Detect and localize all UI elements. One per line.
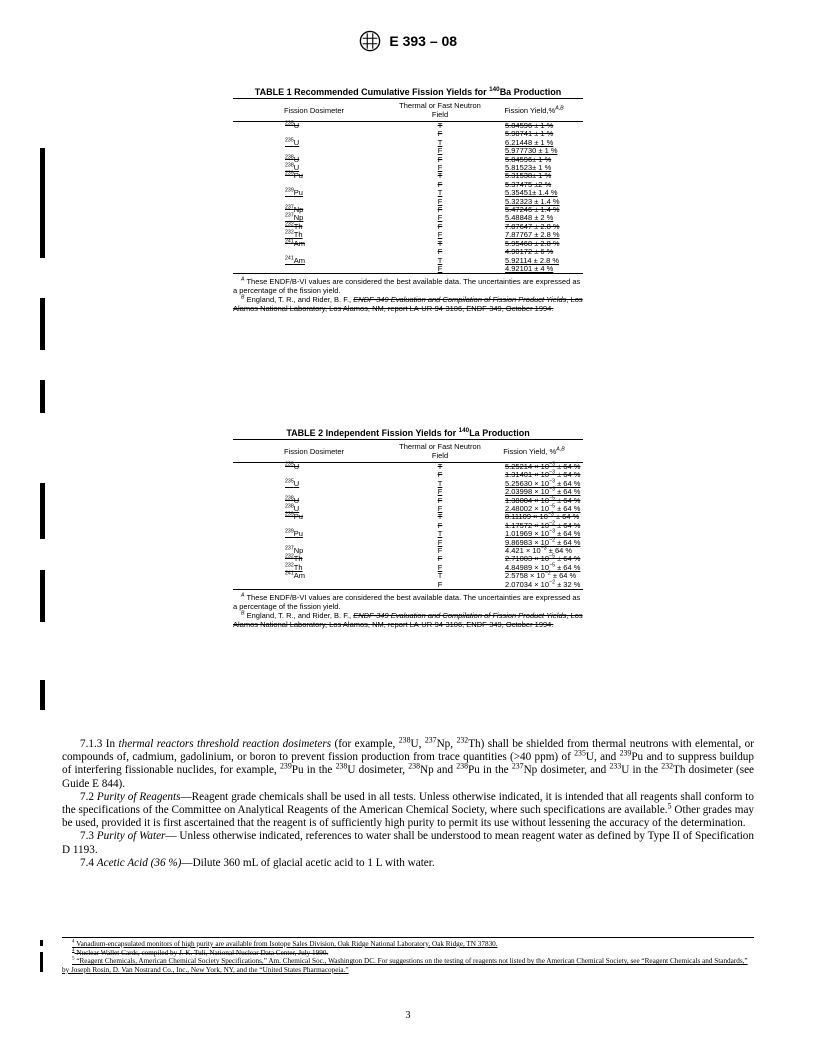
- change-bar: [40, 483, 45, 539]
- neutron-field-cell: F: [437, 554, 443, 564]
- dosimeter-cell: $^{237}$Np: [285, 204, 304, 215]
- neutron-field-cell: T: [437, 121, 443, 130]
- dosimeter-cell: $^{238}$U: [285, 162, 300, 173]
- dosimeter-cell: [233, 130, 395, 138]
- table-2-notes: $^A$ These ENDF/B-VI values are considered the best available data. The uncertainties are expressed as a percentage of the fission yield. $^B$ England, T. R., and Rider, B. F., ENDF-349 Evaluation and Compilation of Fission Product Yields, Los Alamos National Laboratory, Los Alamos, NM, report LA-UR-94-3106, ENDF-349, October 1994.: [233, 592, 583, 630]
- neutron-field-cell: F: [437, 163, 443, 173]
- page-header: [0, 30, 816, 52]
- dosimeter-cell: [233, 522, 395, 530]
- fission-yield-cell: $9.86983 \times 10^{-2} \pm 64$ %: [505, 537, 581, 547]
- dosimeter-cell: $^{239}$Pu: [285, 187, 303, 198]
- neutron-field-cell: F: [437, 504, 443, 514]
- change-bar: [40, 298, 45, 350]
- neutron-field-cell: T: [437, 529, 443, 539]
- neutron-field-cell: T: [437, 571, 443, 581]
- neutron-field-cell: T: [437, 188, 443, 198]
- paragraph-7-1-3: 7.1.3 In thermal reactors threshold reaction dosimeters (for example, $^{238}$U, $^{237}$Np, $^{232}$Th) shall be shielded from thermal neutrons with elemental, or compounds of, cadmium, gadolinium, or boron to prevent fission production from trace quantities (>40 ppm) of $^{235}$U, and $^{239}$Pu and to suppress buildup of interfering fissionable nuclides, for example, $^{239}$Pu in the $^{238}$U dosimeter, $^{238}$Np and $^{238}$Pu in the $^{237}$Np dosimeter, and $^{233}$U in the $^{232}$Th dosimeter (see Guide E 844).: [62, 735, 755, 790]
- fission-yield-cell: 5.95468 ± 2.8 %: [505, 238, 560, 248]
- neutron-field-cell: F: [437, 562, 443, 572]
- dosimeter-cell: [233, 471, 395, 479]
- fission-yield-cell: $2.07034 \times 10^{-2} \pm 32$ %: [485, 581, 583, 590]
- column-header: Fission Yield, %$^{A,B}$: [485, 440, 583, 463]
- dosimeter-cell: $^{235}$U: [285, 461, 300, 471]
- neutron-field-cell: F: [437, 470, 443, 480]
- footnotes: [62, 937, 754, 974]
- neutron-field-cell: F: [437, 146, 443, 156]
- change-bar: [40, 148, 45, 258]
- dosimeter-cell: $^{235}$U: [285, 478, 300, 488]
- dosimeter-cell: $^{232}$Th: [285, 221, 303, 231]
- fission-yield-cell: 5.32323 ± 1.4 %: [505, 196, 560, 206]
- fission-yield-cell: 5.98741 ± 1 %: [505, 129, 554, 139]
- fission-yield-cell: 5.37475 ±2 %: [505, 179, 552, 189]
- fission-yield-cell: $2.48002 \times 10^{-5} \pm 64$ %: [505, 503, 581, 514]
- table-1-notes: $^A$ These ENDF/B-VI values are considered the best available data. The uncertainties are expressed as a percentage of the fission yield. $^B$ England, T. R., and Rider, B. F., ENDF-349 Evaluation and Compilation of Fission Product Yields, Los Alamos National Laboratory, Los Alamos, NM, report LA-UR-94-3106, ENDF-349, October 1994.: [233, 276, 583, 314]
- fission-yield-cell: 4.92101 ± 4 %: [485, 265, 583, 274]
- dosimeter-cell: $^{239}$Pu: [285, 170, 303, 181]
- table-2-body: [233, 463, 583, 590]
- dosimeter-cell: [233, 488, 395, 496]
- table-1-body: [233, 122, 583, 274]
- dosimeter-cell: $^{238}$U: [285, 503, 300, 514]
- dosimeter-cell: $^{239}$Pu: [285, 511, 303, 522]
- neutron-field-cell: T: [437, 462, 443, 471]
- dosimeter-cell: $^{237}$Np: [285, 212, 304, 223]
- neutron-field-cell: T: [437, 238, 443, 248]
- change-bar: [40, 952, 43, 972]
- neutron-field-cell: T: [437, 478, 443, 488]
- fission-yield-cell: 7.87767 ± 2.8 %: [505, 230, 560, 240]
- dosimeter-cell: $^{241}$Am: [285, 255, 306, 265]
- neutron-field-cell: F: [395, 581, 485, 590]
- fission-yield-cell: $4.84989 \times 10^{-5} \pm 64$ %: [505, 562, 581, 572]
- neutron-field-cell: T: [437, 512, 443, 522]
- neutron-field-cell: T: [437, 255, 443, 265]
- dosimeter-cell: $^{239}$Pu: [285, 528, 303, 539]
- neutron-field-cell: F: [437, 129, 443, 139]
- dosimeter-cell: $^{237}$Np: [285, 545, 304, 556]
- neutron-field-cell: F: [437, 247, 443, 257]
- change-bar: [40, 680, 45, 710]
- table-row: [233, 265, 583, 274]
- paragraph-7-3: 7.3 Purity of Water— Unless otherwise indicated, references to water shall be understood to mean reagent water as defined by Type II of Specification D 1193.: [62, 830, 754, 856]
- dosimeter-cell: [233, 539, 395, 547]
- dosimeter-cell: $^{241}$Am: [285, 238, 306, 248]
- body-text: [62, 735, 755, 870]
- neutron-field-cell: F: [437, 154, 443, 164]
- change-bar: [40, 940, 43, 946]
- fission-yield-cell: $2.5758 \times 10^{-2} \pm 64$ %: [505, 570, 577, 581]
- fission-yield-cell: $1.38004 \times 10^{-5} \pm 64$ %: [505, 495, 581, 505]
- dosimeter-cell: $^{235}$U: [285, 120, 300, 130]
- dosimeter-cell: [233, 581, 395, 590]
- fission-yield-cell: $4.421 \times 10^{-3} \pm 64$ %: [505, 545, 573, 556]
- fission-yield-cell: $2.03998 \times 10^{-3} \pm 64$ %: [505, 486, 581, 497]
- neutron-field-cell: F: [437, 546, 443, 556]
- fission-yield-cell: 7.87647 ± 2.8 %: [505, 221, 560, 231]
- neutron-field-cell: F: [437, 520, 443, 530]
- paragraph-7-2: 7.2 Purity of Reagents—Reagent grade chemicals shall be used in all tests. Unless otherwise indicated, it is intended that all reagents shall conform to the specifications of the Committee on Analytical Reagents of the American Chemical Society, where such specifications are available.$^5$ Other grades may be used, provided it is first ascertained that the reagent is of sufficiently high purity to permit its use without lessening the accuracy of the determination.: [62, 790, 755, 830]
- fission-yield-cell: 5.31538± 1 %: [505, 171, 552, 181]
- change-bar: [40, 570, 45, 622]
- table-2: [233, 428, 583, 629]
- neutron-field-cell: F: [437, 196, 443, 206]
- dosimeter-cell: [233, 147, 395, 155]
- neutron-field-cell: F: [437, 221, 443, 231]
- dosimeter-cell: [233, 198, 395, 206]
- column-header: Fission Dosimeter: [233, 440, 395, 463]
- fission-yield-cell: $1.01969 \times 10^{-3} \pm 64$ %: [505, 528, 581, 539]
- neutron-field-cell: F: [437, 537, 443, 547]
- dosimeter-cell: $^{232}$Th: [285, 229, 303, 240]
- footnote-4: $^4$ Vanadium-encapsulated monitors of high purity are available from Isotope Sales Division, Oak Ridge National Laboratory, Oak Ridge, TN 37830.: [72, 939, 498, 948]
- dosimeter-cell: $^{241}$Am: [285, 570, 306, 581]
- fission-yield-cell: 5.92114 ± 2.8 %: [505, 255, 560, 265]
- dosimeter-cell: [233, 181, 395, 189]
- dosimeter-cell: $^{232}$Th: [285, 553, 303, 564]
- neutron-field-cell: T: [437, 137, 443, 147]
- fission-yield-cell: 5.977730 ± 1 %: [505, 146, 558, 156]
- table-1-title: TABLE 1 Recommended Cumulative Fission Yields for $^{140}$Ba Production: [254, 86, 562, 97]
- astm-logo-icon: [359, 30, 381, 52]
- fission-yield-cell: 4.90172 ± 6 %: [505, 247, 554, 257]
- neutron-field-cell: F: [395, 265, 485, 274]
- fission-yield-cell: 5.48848 ± 2 %: [505, 213, 554, 223]
- table-1: [233, 87, 583, 313]
- fission-yield-cell: $8.11109 \times 10^{-3} \pm 64$ %: [505, 511, 580, 522]
- footnote-5: $^5$ “Reagent Chemicals, American Chemical Society Specifications,” Am. Chemical Soc., Washington DC. For suggestions on the testing of reagents not listed by the American Chemical Society, see “Reagent Chemicals and Standards,” by Joseph Rosin, D. Van Nostrand Co., Inc., New York, NY, and the “United States Pharmacopeia.”: [62, 956, 748, 974]
- column-header: Fission Dosimeter: [233, 99, 395, 122]
- fission-yield-cell: 5.81523± 1 %: [505, 163, 552, 173]
- fission-yield-cell: 6.21448 ± 1 %: [505, 137, 554, 147]
- fission-yield-cell: $5.25214 \times 10^{-3} \pm 64$ %: [505, 461, 581, 471]
- neutron-field-cell: F: [437, 205, 443, 215]
- table-2-title: TABLE 2 Independent Fission Yields for $^{140}$La Production: [286, 427, 530, 438]
- neutron-field-cell: F: [437, 179, 443, 189]
- neutron-field-cell: T: [437, 171, 443, 181]
- dosimeter-cell: $^{232}$Th: [285, 562, 303, 572]
- column-header: Fission Yield,%$^{A,B}$: [485, 99, 583, 122]
- footnote-4-deleted: $^4$ Nuclear Wallet Cards, compiled by J. K. Tuli, National Nuclear Data Center, July 1990.: [72, 948, 329, 957]
- fission-yield-cell: 5.84596± 1 %: [505, 154, 552, 164]
- table-row: [233, 581, 583, 590]
- fission-yield-cell: $1.31401 \times 10^{-3} \pm 64$ %: [505, 469, 581, 480]
- dosimeter-cell: [233, 265, 395, 274]
- neutron-field-cell: F: [437, 487, 443, 497]
- dosimeter-cell: $^{235}$U: [285, 137, 300, 147]
- fission-yield-cell: 5.35451± 1.4 %: [505, 188, 558, 198]
- fission-yield-cell: 5.47246 ± 1.4 %: [505, 205, 560, 215]
- column-header: Thermal or Fast Neutron Field: [395, 440, 485, 463]
- fission-yield-cell: $5.25630 \times 10^{-3} \pm 64$ %: [505, 478, 581, 488]
- document-id: E 393 – 08: [389, 33, 458, 49]
- fission-yield-cell: $2.71003 \times 10^{-5} \pm 64$ %: [505, 553, 581, 564]
- neutron-field-cell: F: [437, 495, 443, 505]
- fission-yield-cell: 5.84596 ± 1 %: [505, 121, 554, 130]
- fission-yield-cell: $1.17572 \times 10^{-2} \pm 64$ %: [505, 520, 581, 530]
- dosimeter-cell: $^{238}$U: [285, 154, 300, 164]
- dosimeter-cell: $^{238}$U: [285, 495, 300, 505]
- paragraph-7-4: 7.4 Acetic Acid (36 %)—Dilute 360 mL of glacial acetic acid to 1 L with water.: [80, 856, 435, 869]
- neutron-field-cell: F: [437, 213, 443, 223]
- page-number: 3: [405, 1010, 411, 1021]
- dosimeter-cell: [233, 248, 395, 256]
- column-header: Thermal or Fast Neutron Field: [395, 99, 485, 122]
- change-bar: [40, 380, 45, 413]
- neutron-field-cell: F: [437, 230, 443, 240]
